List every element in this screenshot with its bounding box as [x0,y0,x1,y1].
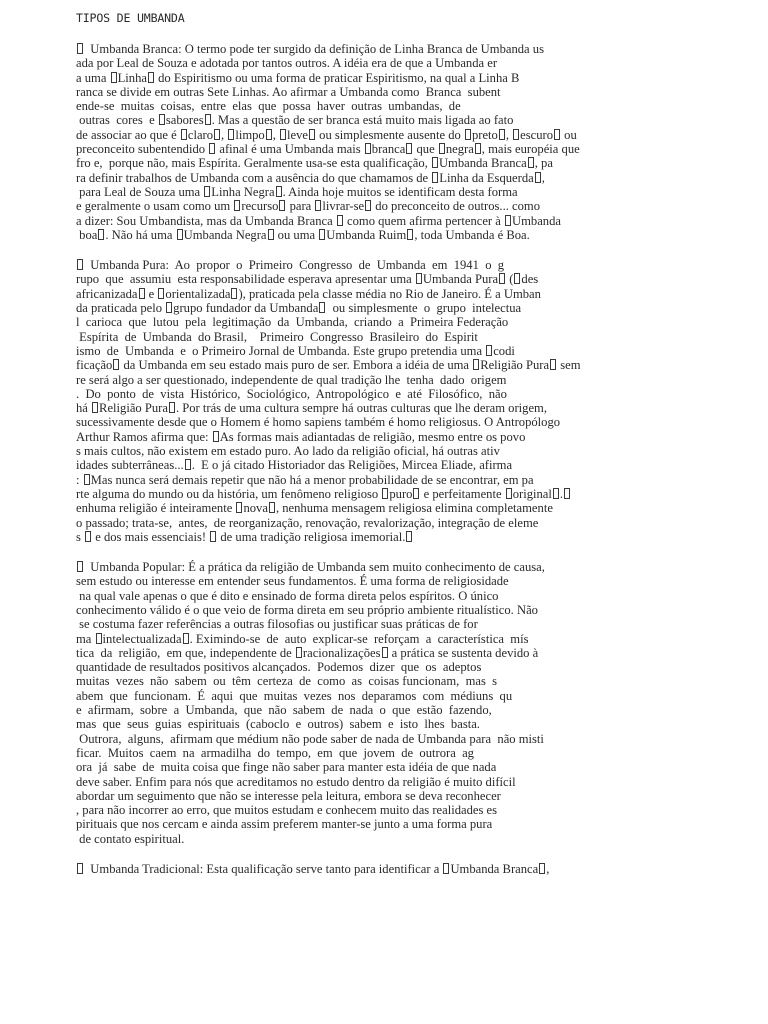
text-line: ende-se muitas coisas, entre elas que possa haver outras umbandas, de [76,99,461,114]
text-line: o passado; trata-se, antes, de reorganização, renovação, revalorização, integração de eleme [76,515,539,530]
text-line: fro e, porque não, mais Espírita. Geralmente usa-se esta qualificação, Umbanda Branca , pa [76,156,553,171]
missing-glyph-box [486,345,492,356]
text-line: ma intelectualizada . Eximindo-se de auto explicar-se reforçam a característica mís [76,631,529,646]
missing-glyph-box [268,229,274,240]
text-line: sucessivamente desde que o Homem é homo sapiens também é homo religiosus. O Antropólogo [76,415,561,430]
text-line: de contato espiritual. [76,831,185,846]
missing-glyph-box [365,143,371,154]
missing-glyph-box [276,186,282,197]
text-line: Umbanda Tradicional: Esta qualificação serve tanto para identificar a Umbanda Branca , [76,862,768,876]
missing-glyph-box [166,302,172,313]
missing-glyph-box [92,402,98,413]
text-line: e geralmente o usam como um recurso para livrar-se do preconceito de outros... como [76,199,540,214]
missing-glyph-box [499,273,505,284]
missing-glyph-box [113,359,119,370]
missing-glyph-box [266,129,272,140]
missing-glyph-box [213,431,219,442]
missing-glyph-box [279,200,285,211]
document-title: TIPOS DE UMBANDA [76,11,185,25]
missing-glyph-box [236,502,242,513]
missing-glyph-box [553,488,559,499]
text-line: ranca se divide em outras Sete Linhas. Ao afirmar a Umbanda como Branca subent [76,84,501,99]
missing-glyph-box [77,43,83,54]
text-line: ra definir trabalhos de Umbanda com a ausência do que chamamos de Linha da Esquerda , [76,170,545,185]
missing-glyph-box [443,863,449,874]
missing-glyph-box [177,229,183,240]
paragraph-section [76,862,768,876]
text-line: idades subterrâneas... . E o já citado Historiador das Religiões, Mircea Eliade, afirma [76,458,513,473]
text-line: rupo que assumiu esta responsabilidade esperava apresentar uma Umbanda Pura ( des [76,272,539,287]
text-line: outras cores e sabores . Mas a questão de ser branca está muito mais ligada ao fato [76,113,514,128]
text-line: Espírita de Umbanda do Brasil, Primeiro Congresso Brasileiro do Espirit [76,329,478,344]
missing-glyph-box [183,633,189,644]
missing-glyph-box [564,488,570,499]
text-line: mas que seus guias espirituais (caboclo e outros) sabem e isto lhes basta. [76,717,480,732]
missing-glyph-box [269,502,275,513]
text-line: Umbanda Branca: O termo pode ter surgido da definição de Linha Branca de Umbanda us [76,42,768,56]
missing-glyph-box [432,172,438,183]
text-line: na qual vale apenas o que é dito e ensinado de forma direta pelos espíritos. O único [76,588,499,603]
missing-glyph-box [77,259,83,270]
text-line: e afirmam, sobre a Umbanda, que não sabem de nada o que estão fazendo, [76,703,492,718]
missing-glyph-box [514,273,520,284]
text-line: há Religião Pura . Por trás de uma cultura sempre há outras culturas que lhe deram origem, [76,401,547,416]
missing-glyph-box [210,531,216,542]
missing-glyph-box [528,157,534,168]
missing-glyph-box [205,114,211,125]
text-line: de associar ao que é claro , limpo , leve ou simplesmente ausente do preto , escuro ou [76,127,577,142]
paragraph-section [76,560,768,846]
missing-glyph-box [85,531,91,542]
missing-glyph-box [475,143,481,154]
text-line: abordar um seguimento que não se interesse pela leitura, embora se deva reconhecer [76,788,501,803]
text-line: ficar. Muitos caem na armadilha do tempo, em que jovem de outrora ag [76,745,474,760]
missing-glyph-box [209,143,215,154]
missing-glyph-box [315,200,321,211]
missing-glyph-box [169,402,175,413]
missing-glyph-box [413,488,419,499]
text-line: Arthur Ramos afirma que: As formas mais adiantadas de religião, mesmo entre os povo [76,429,526,444]
text-line: Outrora, alguns, afirmam que médium não pode saber de nada de Umbanda para não misti [76,731,544,746]
missing-glyph-box [337,215,343,226]
text-line: ora já sabe de muita coisa que finge não saber para manter esta idéia de que nada [76,760,497,775]
missing-glyph-box [84,474,90,485]
missing-glyph-box [554,129,560,140]
missing-glyph-box [234,200,240,211]
text-line: re será algo a ser questionado, independente de qual tradição lhe tenha dado origem [76,372,507,387]
paragraph-section [76,42,768,242]
text-line: se costuma fazer referências a outras filosofias ou justificar suas práticas de for [76,617,478,632]
missing-glyph-box [550,359,556,370]
text-line: a dizer: Sou Umbandista, mas da Umbanda Branca como quem afirma pertencer à Umbanda [76,213,561,228]
text-line: l carioca que lutou pela legitimação da Umbanda, criando a Primeira Federação [76,315,509,330]
text-line: ficação da Umbanda em seu estado mais puro de ser. Embora a idéia de uma Religião Pura sem [76,358,581,373]
missing-glyph-box [406,143,412,154]
text-line: da praticada pelo grupo fundador da Umbanda ou simplesmente o grupo intelectua [76,301,522,316]
missing-glyph-box [439,143,445,154]
text-line: enhuma religião é inteiramente nova , nenhuma mensagem religiosa elimina completamente [76,501,553,516]
missing-glyph-box [513,129,519,140]
missing-glyph-box [280,129,286,140]
missing-glyph-box [204,186,210,197]
missing-glyph-box [432,157,438,168]
missing-glyph-box [382,647,388,658]
missing-glyph-box [98,229,104,240]
missing-glyph-box [535,172,541,183]
missing-glyph-box [416,273,422,284]
text-line: quantidade de resultados positivos alcançados. Podemos dizer que os adeptos [76,660,482,675]
missing-glyph-box [77,863,83,874]
missing-glyph-box [505,215,511,226]
missing-glyph-box [296,647,302,658]
text-line: s e dos mais essenciais! de uma tradição religiosa imemorial. [76,530,768,544]
text-line: sem estudo ou interesse em entender seus fundamentos. É uma forma de religiosidade [76,574,509,589]
missing-glyph-box [365,200,371,211]
text-line: . Do ponto de vista Histórico, Sociológico, Antropológico e até Filosófico, não [76,386,507,401]
text-line: ada por Leal de Souza e adotada por tantos outros. A idéia era de que a Umbanda er [76,56,498,71]
missing-glyph-box [319,229,325,240]
text-line: africanizada e orientalizada ), praticada pela classe média no Rio de Janeiro. É a Umban [76,286,541,301]
missing-glyph-box [539,863,545,874]
missing-glyph-box [407,229,413,240]
missing-glyph-box [111,72,117,83]
missing-glyph-box [319,302,325,313]
text-line: : Mas nunca será demais repetir que não há a menor probabilidade de se encontrar, em pa [76,472,534,487]
text-line: deve saber. Enfim para nós que acreditamos no estudo dentro da religião é muito difícil [76,774,516,789]
missing-glyph-box [309,129,315,140]
text-line: abem que funcionam. É aqui que muitas vezes nos deparamos com médiuns qu [76,688,513,703]
text-line: preconceito subentendido afinal é uma Umbanda mais branca que negra , mais européia que [76,142,580,157]
missing-glyph-box [406,531,412,542]
text-line: ismo de Umbanda e o Primeiro Jornal de Umbanda. Este grupo pretendia uma codi [76,343,515,358]
text-line: conhecimento válido é o que veio de forma direta em seu próprio ambiente ritualístico. Não [76,602,538,617]
missing-glyph-box [231,288,237,299]
text-line: para Leal de Souza uma Linha Negra . Ainda hoje muitos se identificam desta forma [76,184,518,199]
missing-glyph-box [139,288,145,299]
missing-glyph-box [148,72,154,83]
text-line: pirituais que nos cercam e ainda assim preferem manter-se junto a uma forma pura [76,817,493,832]
missing-glyph-box [506,488,512,499]
missing-glyph-box [499,129,505,140]
text-line: s mais cultos, não existem em estado puro. Ao lado da religião oficial, há outras ativ [76,444,500,459]
document-body [76,42,768,876]
missing-glyph-box [214,129,220,140]
text-line: Umbanda Popular: É a prática da religião de Umbanda sem muito conhecimento de causa, [76,560,768,574]
text-line: , para não incorrer ao erro, que muitos estudam e conhecem muito das realidades es [76,803,498,818]
missing-glyph-box [181,129,187,140]
text-line: boa . Não há uma Umbanda Negra ou uma Umbanda Ruim , toda Umbanda é Boa. [76,227,530,242]
missing-glyph-box [465,129,471,140]
text-line: rte alguma do mundo ou da história, um fenômeno religioso puro e perfeitamente original . [76,487,768,501]
text-line: muitas vezes não sabem ou têm certeza de como as coisas funcionam, mas s [76,674,498,689]
paragraph-section [76,258,768,544]
missing-glyph-box [77,561,83,572]
missing-glyph-box [159,114,165,125]
text-line: tica da religião, em que, independente de racionalizações a prática se sustenta devido à [76,645,539,660]
missing-glyph-box [185,459,191,470]
missing-glyph-box [473,359,479,370]
text-line: Umbanda Pura: Ao propor o Primeiro Congresso de Umbanda em 1941 o g [76,258,768,272]
missing-glyph-box [158,288,164,299]
missing-glyph-box [382,488,388,499]
text-line: a uma Linha do Espiritismo ou uma forma de praticar Espiritismo, na qual a Linha B [76,70,520,85]
missing-glyph-box [96,633,102,644]
missing-glyph-box [228,129,234,140]
